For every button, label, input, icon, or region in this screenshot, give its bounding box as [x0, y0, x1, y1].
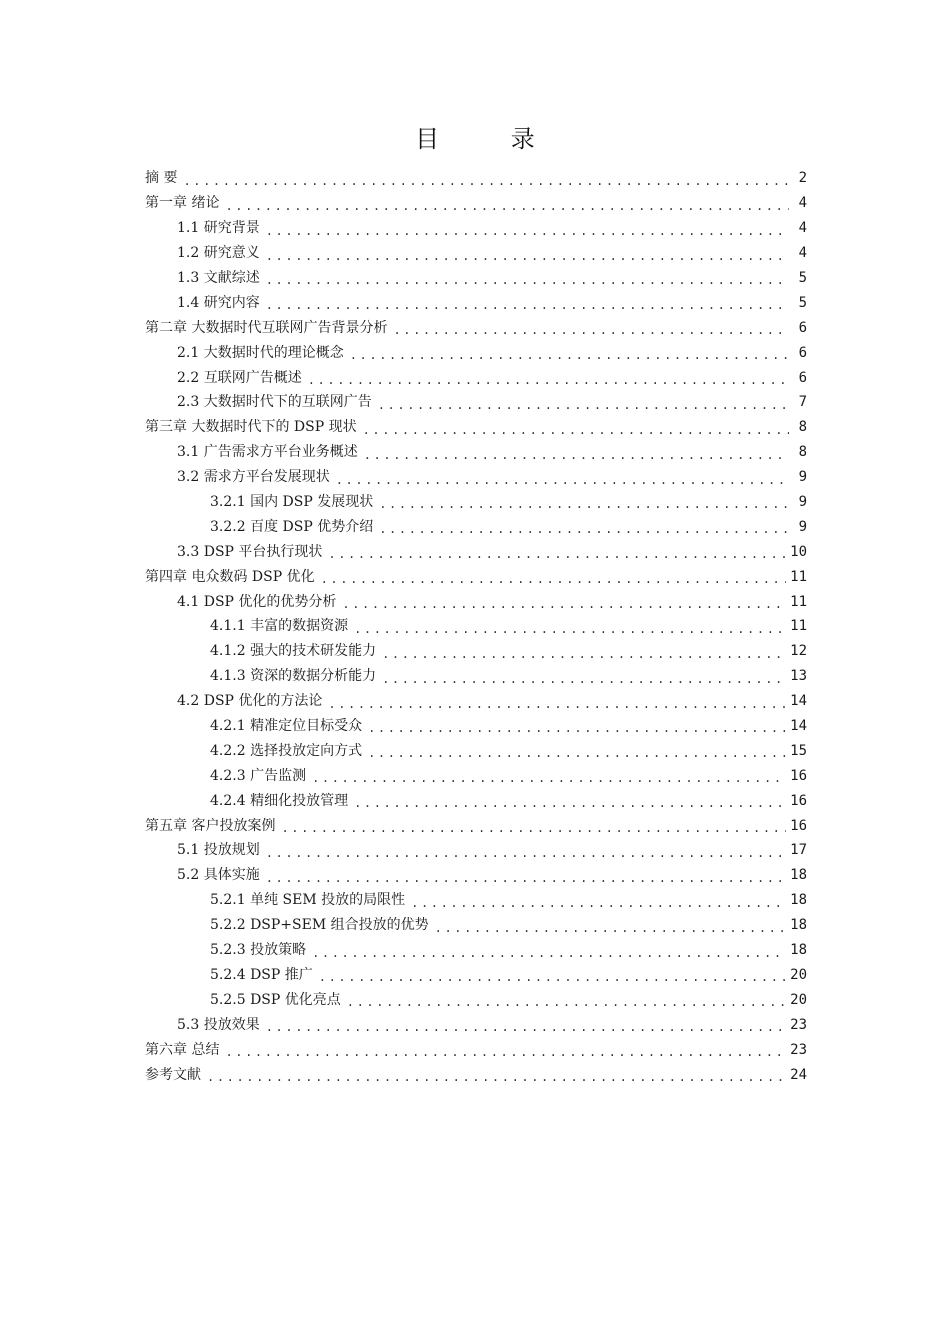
- toc-entry-page-number: 17: [790, 842, 807, 859]
- toc-entry[interactable]: [145, 788, 807, 813]
- toc-entry-label: 4.2.1 精准定位目标受众: [210, 718, 363, 735]
- toc-leader-dots: [363, 421, 789, 440]
- toc-entry-label: 3.1 广告需求方平台业务概述: [177, 444, 358, 461]
- toc-entry-page-number: 9: [798, 518, 807, 535]
- toc-entry[interactable]: [145, 913, 807, 938]
- toc-entry[interactable]: [145, 639, 807, 664]
- toc-entry-label: 摘 要: [145, 170, 178, 187]
- toc-entry[interactable]: [145, 763, 807, 788]
- toc-entry[interactable]: [145, 963, 807, 988]
- toc-entry[interactable]: [145, 664, 807, 689]
- toc-leader-dots: [266, 869, 786, 888]
- toc-entry-page-number: 5: [798, 270, 807, 286]
- toc-entry-page-number: 8: [798, 419, 807, 436]
- page-title: 目 录: [415, 125, 567, 153]
- toc-leader-dots: [266, 296, 789, 315]
- toc-entry[interactable]: [145, 689, 807, 714]
- toc-entry[interactable]: [145, 465, 807, 490]
- toc-entry-page-number: 7: [798, 394, 807, 411]
- toc-entry-label: 3.2 需求方平台发展现状: [177, 469, 330, 486]
- toc-entry-page-number: 4: [798, 220, 807, 237]
- toc-entry[interactable]: [145, 1012, 807, 1037]
- toc-leader-dots: [379, 495, 789, 514]
- toc-leader-dots: [321, 570, 787, 589]
- toc-entry-page-number: 5: [798, 294, 807, 311]
- toc-entry-label: 1.2 研究意义: [177, 245, 260, 262]
- toc-entry-page-number: 18: [790, 892, 807, 909]
- toc-leader-dots: [382, 645, 786, 664]
- toc-entry-page-number: 16: [790, 792, 807, 809]
- toc-leader-dots: [378, 396, 789, 415]
- toc-entry-label: 1.4 研究内容: [177, 294, 260, 311]
- toc-leader-dots: [368, 719, 786, 738]
- toc-entry-page-number: 6: [798, 319, 807, 336]
- toc-entry-page-number: 20: [790, 991, 807, 1008]
- toc-leader-dots: [342, 595, 786, 614]
- toc-entry[interactable]: [145, 714, 807, 739]
- toc-entry[interactable]: [145, 514, 807, 539]
- toc-leader-dots: [266, 1018, 786, 1037]
- toc-leader-dots: [312, 944, 786, 963]
- toc-entry[interactable]: [145, 1037, 807, 1062]
- toc-entry-label: 3.2.2 百度 DSP 优势介绍: [210, 518, 374, 535]
- toc-entry-page-number: 2: [798, 170, 807, 187]
- toc-entry[interactable]: [145, 589, 807, 614]
- toc-entry-label: 第一章 绪论: [145, 195, 220, 212]
- toc-leader-dots: [393, 321, 789, 340]
- toc-entry[interactable]: [145, 490, 807, 515]
- toc-entry[interactable]: [145, 888, 807, 913]
- toc-entry-page-number: 4: [798, 195, 807, 212]
- toc-entry-label: 第三章 大数据时代下的 DSP 现状: [145, 419, 357, 436]
- toc-entry-page-number: 11: [790, 568, 807, 585]
- toc-entry[interactable]: [145, 415, 807, 440]
- toc-entry-page-number: 24: [790, 1066, 807, 1083]
- toc-entry[interactable]: [145, 614, 807, 639]
- toc-entry-label: 2.2 互联网广告概述: [177, 369, 302, 386]
- toc-entry-page-number: 18: [790, 942, 807, 959]
- toc-leader-dots: [225, 197, 789, 216]
- toc-leader-dots: [379, 520, 789, 539]
- toc-entry[interactable]: [145, 166, 807, 191]
- toc-leader-dots: [266, 844, 786, 863]
- toc-leader-dots: [319, 968, 786, 987]
- toc-entry-page-number: 8: [798, 444, 807, 461]
- toc-entry-page-number: 10: [790, 543, 807, 560]
- toc-entry-label: 4.1.2 强大的技术研发能力: [210, 643, 377, 660]
- toc-entry[interactable]: [145, 440, 807, 465]
- toc-entry[interactable]: [145, 863, 807, 888]
- toc-leader-dots: [207, 1068, 786, 1087]
- toc-entry[interactable]: [145, 315, 807, 340]
- toc-entry-page-number: 14: [790, 693, 807, 710]
- toc-leader-dots: [411, 894, 786, 913]
- toc-entry-page-number: 12: [790, 643, 807, 660]
- toc-entry[interactable]: [145, 191, 807, 216]
- toc-entry[interactable]: [145, 738, 807, 763]
- toc-entry-label: 第五章 客户投放案例: [145, 817, 276, 834]
- table-of-contents: [145, 166, 807, 1087]
- toc-entry-label: 4.2.4 精细化投放管理: [210, 792, 349, 809]
- toc-entry-label: 3.3 DSP 平台执行现状: [177, 543, 323, 560]
- toc-entry-label: 4.2.2 选择投放定向方式: [210, 742, 363, 759]
- toc-entry-page-number: 18: [790, 917, 807, 934]
- toc-leader-dots: [336, 471, 789, 490]
- toc-entry-label: 5.1 投放规划: [177, 842, 260, 859]
- toc-entry[interactable]: [145, 838, 807, 863]
- toc-entry-page-number: 9: [798, 469, 807, 486]
- toc-entry-label: 5.3 投放效果: [177, 1016, 260, 1033]
- toc-entry[interactable]: [145, 539, 807, 564]
- toc-entry[interactable]: [145, 290, 807, 315]
- toc-entry-page-number: 20: [790, 966, 807, 983]
- toc-entry-page-number: 16: [790, 767, 807, 784]
- toc-leader-dots: [312, 769, 786, 788]
- toc-entry-label: 2.1 大数据时代的理论概念: [177, 344, 344, 361]
- toc-entry-label: 第六章 总结: [145, 1041, 220, 1058]
- toc-entry-page-number: 16: [790, 817, 807, 834]
- toc-leader-dots: [308, 371, 789, 390]
- toc-entry-page-number: 18: [790, 867, 807, 884]
- toc-leader-dots: [350, 346, 789, 365]
- toc-entry-page-number: 23: [790, 1041, 807, 1058]
- toc-entry-label: 5.2 具体实施: [177, 867, 260, 884]
- toc-entry-label: 4.2 DSP 优化的方法论: [177, 693, 323, 710]
- toc-entry-label: 4.1 DSP 优化的优势分析: [177, 593, 337, 610]
- toc-leader-dots: [266, 222, 789, 241]
- toc-leader-dots: [354, 620, 786, 639]
- toc-entry-label: 1.3 文献综述: [177, 270, 260, 286]
- toc-entry-page-number: 11: [790, 618, 807, 635]
- toc-leader-dots: [347, 993, 786, 1012]
- toc-entry-label: 5.2.1 单纯 SEM 投放的局限性: [210, 892, 406, 909]
- toc-entry-page-number: 9: [798, 494, 807, 511]
- toc-leader-dots: [281, 819, 786, 838]
- toc-entry-label: 第二章 大数据时代互联网广告背景分析: [145, 319, 388, 336]
- toc-entry-label: 5.2.4 DSP 推广: [210, 966, 313, 983]
- toc-entry-label: 5.2.3 投放策略: [210, 942, 307, 959]
- toc-leader-dots: [368, 744, 786, 763]
- toc-entry-label: 参考文献: [145, 1066, 201, 1083]
- toc-entry-page-number: 15: [790, 742, 807, 759]
- toc-entry[interactable]: [145, 340, 807, 365]
- toc-entry-label: 4.1.1 丰富的数据资源: [210, 618, 349, 635]
- toc-entry-label: 5.2.2 DSP+SEM 组合投放的优势: [210, 917, 429, 934]
- toc-leader-dots: [183, 172, 789, 191]
- toc-entry[interactable]: [145, 987, 807, 1012]
- toc-entry[interactable]: [145, 813, 807, 838]
- toc-entry-label: 4.2.3 广告监测: [210, 767, 307, 784]
- toc-entry-label: 4.1.3 资深的数据分析能力: [210, 668, 377, 685]
- toc-entry[interactable]: [145, 1062, 807, 1087]
- toc-entry[interactable]: [145, 938, 807, 963]
- toc-leader-dots: [435, 919, 787, 938]
- toc-entry-page-number: 13: [790, 668, 807, 685]
- toc-entry[interactable]: [145, 266, 807, 291]
- toc-entry[interactable]: [145, 365, 807, 390]
- toc-leader-dots: [266, 271, 789, 290]
- toc-entry-page-number: 4: [798, 245, 807, 262]
- toc-leader-dots: [382, 670, 786, 689]
- toc-entry-page-number: 6: [798, 344, 807, 361]
- toc-leader-dots: [266, 247, 789, 266]
- toc-leader-dots: [328, 695, 786, 714]
- toc-entry-page-number: 6: [798, 369, 807, 386]
- toc-entry-label: 1.1 研究背景: [177, 220, 260, 237]
- toc-entry-label: 2.3 大数据时代下的互联网广告: [177, 394, 372, 411]
- toc-entry[interactable]: [145, 241, 807, 266]
- toc-entry-label: 5.2.5 DSP 优化亮点: [210, 991, 341, 1008]
- toc-entry-label: 第四章 电众数码 DSP 优化: [145, 568, 315, 585]
- toc-leader-dots: [225, 1043, 786, 1062]
- toc-entry[interactable]: [145, 390, 807, 415]
- toc-leader-dots: [354, 794, 786, 813]
- toc-leader-dots: [364, 446, 789, 465]
- toc-entry[interactable]: [145, 216, 807, 241]
- toc-entry-label: 3.2.1 国内 DSP 发展现状: [210, 494, 374, 511]
- toc-entry-page-number: 14: [790, 718, 807, 735]
- toc-entry-page-number: 23: [790, 1016, 807, 1033]
- toc-entry-page-number: 11: [790, 593, 807, 610]
- toc-leader-dots: [328, 545, 786, 564]
- toc-entry[interactable]: [145, 564, 807, 589]
